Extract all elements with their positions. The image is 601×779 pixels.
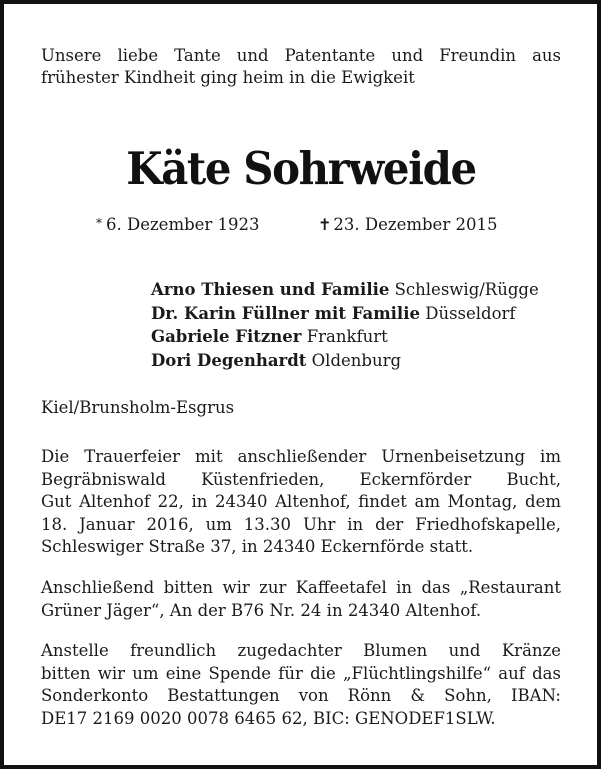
- mourner-place: Frankfurt: [306, 327, 388, 346]
- paragraph-line: Anschließend bitten wir zur Kaffeetafel in das „Restaurant: [41, 578, 561, 597]
- mourner-name: Dr. Karin Füllner mit Familie: [151, 303, 420, 323]
- deceased-name: Käte Sohrweide: [126, 142, 476, 195]
- intro-line-2: frühester Kindheit ging heim in die Ewigkeit: [41, 68, 415, 87]
- paragraph-line: DE17 2169 0020 0078 6465 62, BIC: GENODEF1SLW.: [41, 708, 496, 728]
- mourner-name: Gabriele Fitzner: [151, 327, 302, 346]
- intro-line-1: Unsere liebe Tante und Patentante und Freundin aus: [41, 46, 561, 65]
- death-date: 23. Dezember 2015: [333, 215, 498, 234]
- mourner-row: [151, 349, 539, 373]
- paragraph-line: bitten wir um eine Spende für die „Flüchtlingshilfe“ auf das: [41, 663, 561, 683]
- mourner-row: [151, 325, 539, 349]
- mourner-place: Düsseldorf: [425, 303, 516, 323]
- paragraph-line: Sonderkonto Bestattungen von Rönn & Sohn, IBAN:: [41, 686, 561, 706]
- donation-paragraph: [41, 640, 561, 730]
- paragraph-line: 18. Januar 2016, um 13.30 Uhr in der Friedhofskapelle,: [41, 514, 561, 534]
- birth-date-group: [96, 215, 260, 234]
- paragraph-line: Grüner Jäger“, An der B76 Nr. 24 in 24340 Altenhof.: [41, 600, 482, 620]
- paragraph-line: Schleswiger Straße 37, in 24340 Eckernförde statt.: [41, 537, 474, 557]
- intro-text: [41, 45, 561, 89]
- mourner-name: Dori Degenhardt: [151, 350, 307, 370]
- reception-paragraph: [41, 577, 561, 622]
- birth-star-icon: *: [96, 216, 102, 230]
- birth-date: 6. Dezember 1923: [106, 215, 260, 234]
- mourner-row: [151, 278, 539, 302]
- death-cross-icon: ✝: [318, 215, 332, 234]
- funeral-details-paragraph: [41, 446, 561, 559]
- paragraph-line: Gut Altenhof 22, in 24340 Altenhof, findet am Montag, dem: [41, 492, 561, 512]
- mourner-place: Oldenburg: [311, 350, 402, 370]
- mourner-place: Schleswig/Rügge: [394, 280, 539, 299]
- paragraph-line: Anstelle freundlich zugedachter Blumen und Kränze: [41, 641, 561, 660]
- family-location: Kiel/Brunsholm-Esgrus: [41, 398, 235, 417]
- paragraph-line: Begräbniswald Küstenfrieden, Eckernförder Bucht,: [41, 469, 561, 489]
- mourner-row: [151, 302, 539, 326]
- paragraph-line: Die Trauerfeier mit anschließender Urnenbeisetzung im: [41, 447, 561, 466]
- death-date-group: [318, 215, 497, 234]
- obituary-content: [41, 45, 561, 728]
- mourner-name: Arno Thiesen und Familie: [151, 280, 390, 299]
- mourners-list: [151, 278, 539, 372]
